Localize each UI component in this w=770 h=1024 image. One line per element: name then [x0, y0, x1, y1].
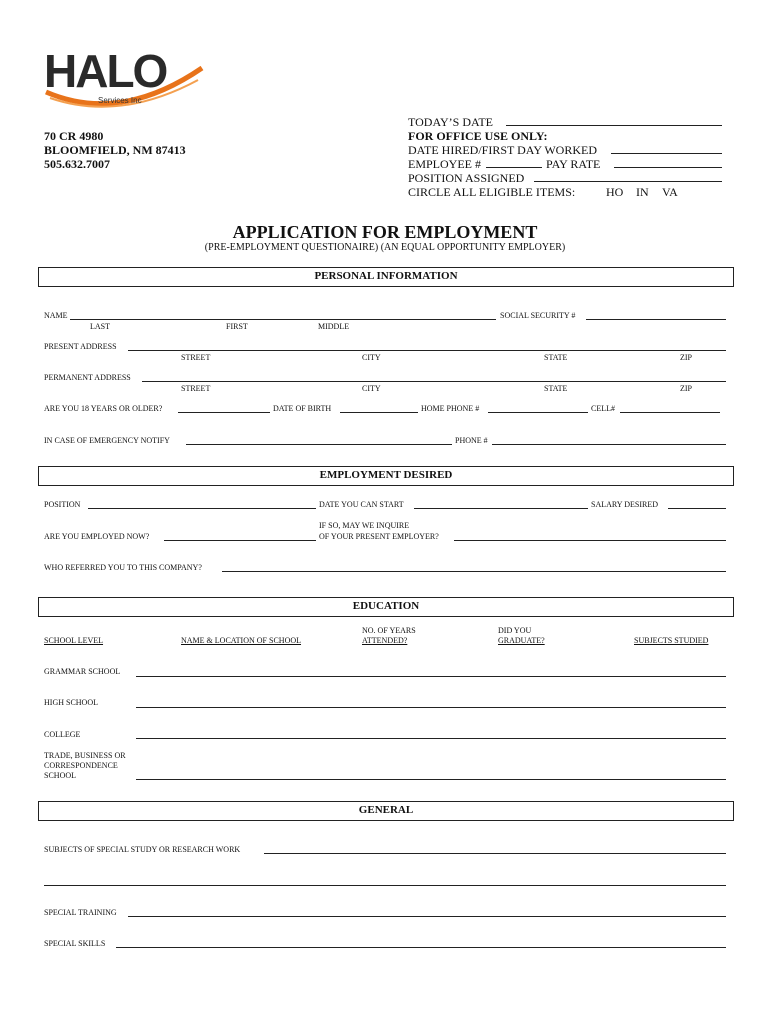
special-training-label: SPECIAL TRAINING: [44, 908, 117, 917]
pay-rate-label: PAY RATE: [546, 157, 601, 171]
referred-field[interactable]: [222, 571, 726, 572]
position-assigned-label: POSITION ASSIGNED: [408, 171, 525, 185]
cell-label: CELL#: [591, 404, 615, 413]
company-logo: [40, 46, 208, 118]
employee-number-field[interactable]: [486, 167, 542, 168]
dob-label: DATE OF BIRTH: [273, 404, 332, 413]
grammar-school-field[interactable]: [136, 676, 726, 677]
emergency-field[interactable]: [186, 444, 452, 445]
present-zip-caption: ZIP: [680, 353, 692, 362]
present-street-caption: STREET: [181, 353, 211, 362]
age-question-field[interactable]: [178, 412, 270, 413]
referred-label: WHO REFERRED YOU TO THIS COMPANY?: [44, 563, 202, 572]
ssn-field[interactable]: [586, 319, 726, 320]
college-label: COLLEGE: [44, 730, 81, 739]
permanent-zip-caption: ZIP: [680, 384, 692, 393]
trade-label-3: SCHOOL: [44, 771, 77, 780]
special-study-label: SUBJECTS OF SPECIAL STUDY OR RESEARCH WORK: [44, 845, 241, 854]
present-address-field[interactable]: [128, 350, 726, 351]
permanent-address-field[interactable]: [142, 381, 726, 382]
page-title: APPLICATION FOR EMPLOYMENT: [232, 222, 538, 242]
name-first-caption: FIRST: [226, 322, 248, 331]
high-school-field[interactable]: [136, 707, 726, 708]
col-name-location: NAME & LOCATION OF SCHOOL: [181, 636, 302, 645]
todays-date-label: TODAY’S DATE: [408, 115, 494, 129]
emergency-phone-label: PHONE #: [455, 436, 488, 445]
address-line-2: BLOOMFIELD, NM 87413: [44, 143, 186, 157]
special-study-field-2[interactable]: [44, 885, 726, 886]
item-va[interactable]: VA: [662, 185, 678, 199]
trade-school-field[interactable]: [136, 779, 726, 780]
permanent-city-caption: CITY: [362, 384, 381, 393]
item-in[interactable]: IN: [636, 185, 649, 199]
ssn-label: SOCIAL SECURITY #: [500, 311, 576, 320]
trade-label-1: TRADE, BUSINESS OR: [44, 751, 126, 760]
todays-date-field[interactable]: [506, 125, 722, 126]
dob-field[interactable]: [340, 412, 418, 413]
col-years-2: ATTENDED?: [362, 636, 408, 645]
college-field[interactable]: [136, 738, 726, 739]
date-hired-field[interactable]: [611, 153, 722, 154]
name-label: NAME: [44, 311, 68, 320]
circle-items-label: CIRCLE ALL ELIGIBLE ITEMS:: [408, 185, 576, 199]
salary-label: SALARY DESIRED: [591, 500, 659, 509]
general-title: GENERAL: [358, 804, 414, 816]
col-school-level: SCHOOL LEVEL: [44, 636, 104, 645]
name-field[interactable]: [70, 319, 496, 320]
permanent-address-label: PERMANENT ADDRESS: [44, 373, 131, 382]
employee-number-label: EMPLOYEE #: [408, 157, 481, 171]
start-date-label: DATE YOU CAN START: [319, 500, 404, 509]
col-graduate-1: DID YOU: [498, 626, 532, 635]
start-date-field[interactable]: [414, 508, 588, 509]
employed-now-label: ARE YOU EMPLOYED NOW?: [44, 532, 150, 541]
home-phone-field[interactable]: [488, 412, 588, 413]
page-subtitle: (PRE-EMPLOYMENT QUESTIONAIRE) (AN EQUAL OPPORTUNITY EMPLOYER): [204, 242, 566, 253]
name-last-caption: LAST: [90, 322, 110, 331]
education-title: EDUCATION: [352, 600, 420, 612]
inquire-field[interactable]: [454, 540, 726, 541]
office-use-label: FOR OFFICE USE ONLY:: [408, 129, 548, 143]
company-phone: 505.632.7007: [44, 157, 110, 171]
employment-title: EMPLOYMENT DESIRED: [319, 469, 453, 481]
present-address-label: PRESENT ADDRESS: [44, 342, 117, 351]
col-years-1: NO. OF YEARS: [362, 626, 416, 635]
personal-info-title: PERSONAL INFORMATION: [314, 270, 458, 282]
special-skills-field[interactable]: [116, 947, 726, 948]
personal-info-header: [38, 267, 734, 287]
name-middle-caption: MIDDLE: [318, 322, 350, 331]
special-training-field[interactable]: [128, 916, 726, 917]
permanent-street-caption: STREET: [181, 384, 211, 393]
education-header: [38, 597, 734, 617]
date-hired-label: DATE HIRED/FIRST DAY WORKED: [408, 143, 598, 157]
employed-now-field[interactable]: [164, 540, 316, 541]
present-state-caption: STATE: [544, 353, 568, 362]
grammar-school-label: GRAMMAR SCHOOL: [44, 667, 121, 676]
emergency-phone-field[interactable]: [492, 444, 726, 445]
company-address: [44, 129, 186, 171]
special-study-field[interactable]: [264, 853, 726, 854]
office-use-block: [408, 115, 728, 199]
col-graduate-2: GRADUATE?: [498, 636, 545, 645]
home-phone-label: HOME PHONE #: [421, 404, 480, 413]
salary-field[interactable]: [668, 508, 726, 509]
address-line-1: 70 CR 4980: [44, 129, 104, 143]
item-ho[interactable]: HO: [606, 185, 624, 199]
high-school-label: HIGH SCHOOL: [44, 698, 98, 707]
logo-word: HALO: [44, 45, 167, 97]
col-subjects: SUBJECTS STUDIED: [634, 636, 709, 645]
inquire-label-1: IF SO, MAY WE INQUIRE: [319, 521, 410, 530]
age-question-label: ARE YOU 18 YEARS OR OLDER?: [44, 404, 163, 413]
position-assigned-field[interactable]: [534, 181, 722, 182]
position-label: POSITION: [44, 500, 81, 509]
pay-rate-field[interactable]: [614, 167, 722, 168]
inquire-label-2: OF YOUR PRESENT EMPLOYER?: [319, 532, 439, 541]
emergency-label: IN CASE OF EMERGENCY NOTIFY: [44, 436, 170, 445]
special-skills-label: SPECIAL SKILLS: [44, 939, 106, 948]
permanent-state-caption: STATE: [544, 384, 568, 393]
position-field[interactable]: [88, 508, 316, 509]
employment-header: [38, 466, 734, 486]
cell-field[interactable]: [620, 412, 720, 413]
general-header: [38, 801, 734, 821]
trade-label-2: CORRESPONDENCE: [44, 761, 118, 770]
logo-subtitle: Services Inc: [98, 96, 142, 105]
present-city-caption: CITY: [362, 353, 381, 362]
